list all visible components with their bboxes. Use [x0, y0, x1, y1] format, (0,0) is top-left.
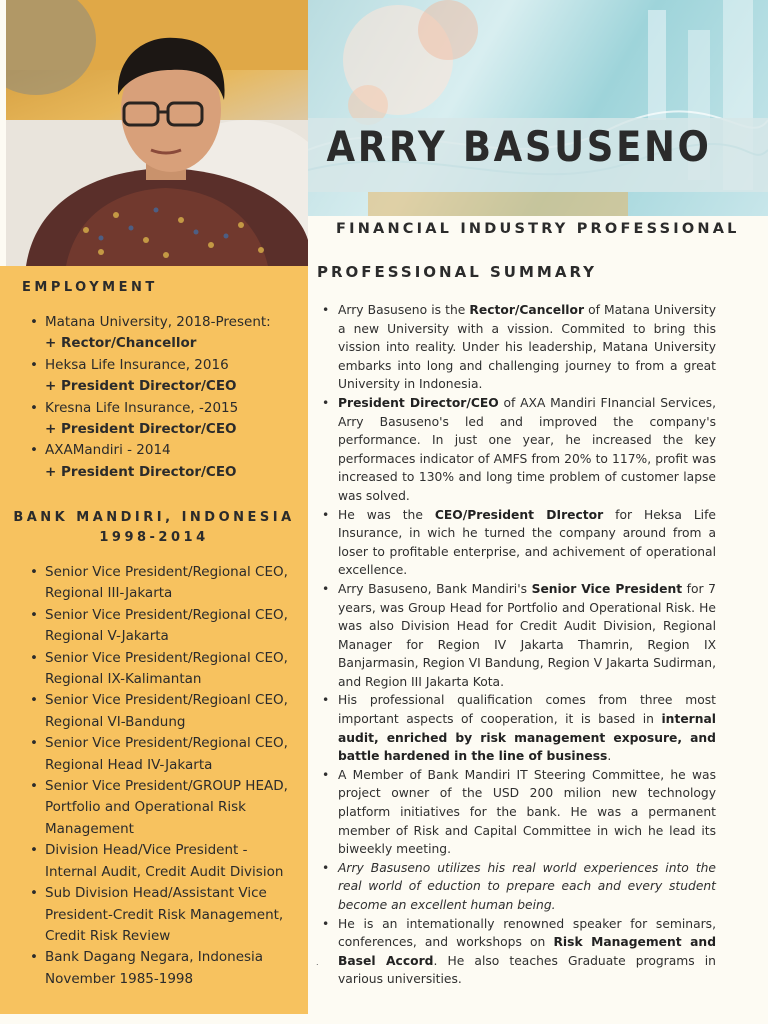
employment-role: + President Director/CEO [45, 463, 237, 480]
list-item [318, 691, 716, 765]
text-run: for Heksa Life Insurance, in wich he turned the company around from a loser to profitable enterprise, and achivement of operational excellence. [338, 507, 716, 578]
text-emphasis: CEO/President DIrector [434, 507, 604, 522]
text-run: He was the [338, 507, 435, 522]
text-emphasis: Senior Vice President [531, 581, 683, 596]
profile-photo [6, 0, 308, 266]
employment-role: + Rector/Chancellor [45, 335, 197, 352]
bank-heading-years: 1998-2014 [99, 530, 209, 545]
text-run: He is an intemationally renowned speaker for seminars, conferences, and workshops on [338, 916, 716, 950]
employment-list [26, 312, 294, 483]
text-run: of Matana University a new University with a vission. Commited to bring this vission into reality. Under his leadership, Matana University embarks into long and challenging journey to from a great University in Indonesia. [338, 303, 716, 392]
list-item: • A Member of Bank Mandiri IT Steering Committee, he was project owner of the USD 200 milion new technology platform initiatives for the bank. He was a permanent member of Risk and Capital Committee in wich he lead its biweekly meeting. [318, 766, 716, 859]
employment-org: Matana University, 2018-Present: [45, 314, 271, 330]
page-title: ARRY BASUSENO [326, 122, 712, 171]
tagline: FINANCIAL INDUSTRY PROFESSIONAL [336, 221, 740, 237]
text-run: . [607, 749, 612, 764]
employment-role: + President Director/CEO [45, 421, 237, 438]
list-item: • Senior Vice President/Regional CEO, Regional IX-Kalimantan [26, 648, 294, 691]
list-item [318, 301, 716, 394]
list-item [26, 312, 294, 355]
bank-heading-name: BANK MANDIRI, INDONESIA [13, 510, 295, 525]
list-item [318, 580, 716, 692]
summary-heading: PROFESSIONAL SUMMARY [317, 263, 598, 281]
list-item [26, 398, 294, 441]
list-item: • Senior Vice President/GROUP HEAD, Portfolio and Operational Risk Management [26, 776, 294, 840]
list-item [26, 355, 294, 398]
text-run: Arry Basuseno is the [338, 303, 470, 317]
text-emphasis: Risk Management and Basel Accord [338, 935, 716, 968]
employment-org: Heksa Life Insurance, 2016 [45, 356, 229, 373]
header-banner [308, 0, 768, 216]
employment-org: AXAMandiri - 2014 [45, 442, 171, 459]
employment-role: + President Director/CEO [45, 378, 237, 395]
list-item: • Senior Vice President/Regional CEO, Regional Head IV-Jakarta [26, 733, 294, 776]
list-item: • Arry Basuseno utilizes his real world experiences into the real world of eduction to prepare each and every student become an excellent human being. [318, 859, 716, 915]
portrait-illustration [6, 0, 308, 266]
sidebar [0, 266, 308, 1014]
text-run: for 7 years, was Group Head for Portfolio and Operational Risk. He was also Division Head for Credit Audit Division, Regional Manager for Region IV Jakarta Thamrin, Region IX Banjarmasin, Region VI Bandung, Region V Jakarta Sudirman, and Region III Jakarta Kota. [338, 581, 716, 689]
text-run: . He also teaches Graduate programs in various universities. [338, 953, 716, 987]
text-emphasis: Rector/Cancellor [469, 303, 585, 317]
summary-list [318, 301, 716, 989]
list-item [26, 440, 294, 483]
text-emphasis: President Director/CEO [338, 395, 499, 410]
employment-heading: EMPLOYMENT [22, 280, 158, 295]
list-item: • Bank Dagang Negara, Indonesia November 1985-1998 [26, 947, 294, 990]
bank-positions-list [26, 562, 294, 990]
text-emphasis: internal audit, enriched by risk management exposure, and battle hardened in the line of business [338, 712, 716, 764]
list-item [318, 506, 716, 580]
list-item: • Senior Vice President/Regional CEO, Regional V-Jakarta [26, 605, 294, 648]
list-item [318, 915, 716, 989]
text-run: Arry Basuseno, Bank Mandiri's [338, 581, 532, 596]
bank-heading [0, 508, 308, 548]
text-run: of AXA Mandiri FInancial Services, Arry Basuseno's led and improved the company's performance. In just one year, he increased the key performaces indicator of AMFS from 20% to 117%, profit was increased to 130% and long time problem of customer lapse was solved. [338, 395, 716, 503]
employment-org: Kresna Life Insurance, -2015 [45, 399, 239, 416]
list-item [318, 394, 716, 506]
list-item: • Senior Vice President/Regional CEO, Regional III-Jakarta [26, 562, 294, 605]
list-item: • Sub Division Head/Assistant Vice President-Credit Risk Management, Credit Risk Review [26, 883, 294, 947]
list-item: • Division Head/Vice President - Internal Audit, Credit Audit Division [26, 840, 294, 883]
list-item: • Senior Vice President/Regioanl CEO, Regional VI-Bandung [26, 690, 294, 733]
footnote-mark: . [316, 958, 319, 967]
text-run: His professional qualification comes from three most important aspects of cooperation, it is based in [338, 693, 716, 727]
